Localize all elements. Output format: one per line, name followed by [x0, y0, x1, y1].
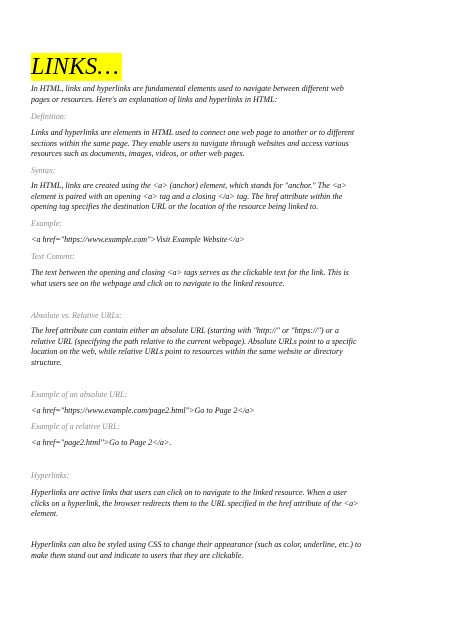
absolute-example-code: <a href="https://www.example.com/page2.html">Go to Page 2</a> [31, 406, 255, 415]
absolute-example-heading: Example of an absolute URL: [31, 390, 128, 399]
relative-example-heading: Example of a relative URL: [31, 422, 121, 431]
css-paragraph [31, 540, 441, 561]
intro-paragraph [31, 84, 441, 105]
css-line: make them stand out and indicate to users that they are clickable. [31, 550, 244, 560]
definition-paragraph [31, 128, 441, 160]
syntax-line: element is paired with an opening <a> tag and a closing </a> tag. The href attribute within the [31, 191, 343, 201]
absolute-relative-heading: Absolute vs. Relative URLs: [31, 311, 122, 320]
intro-line: In HTML, links and hyperlinks are fundamental elements used to navigate between different web [31, 84, 344, 93]
definition-line: sections within the same page. They enable users to navigate through websites and access various [31, 138, 349, 148]
absolute-relative-paragraph [31, 326, 441, 368]
css-line: Hyperlinks can also be styled using CSS to change their appearance (such as color, underline, etc.) to [31, 540, 362, 549]
hyperlinks-line: clicks on a hyperlink, the browser redirects them to the URL specified in the href attribute of the <a> [31, 498, 359, 508]
definition-line: resources such as documents, images, videos, or other web pages. [31, 149, 245, 159]
definition-heading: Definition: [31, 112, 67, 121]
syntax-paragraph [31, 181, 441, 213]
relative-example-code: <a href="page2.html">Go to Page 2</a>. [31, 438, 172, 447]
syntax-heading: Syntax: [31, 166, 56, 175]
title-container [31, 53, 122, 81]
hyperlinks-paragraph [31, 488, 441, 520]
hyperlinks-line: Hyperlinks are active links that users can click on to navigate to the linked resource. When a user [31, 488, 348, 497]
intro-line: pages or resources. Here's an explanation of links and hyperlinks in HTML: [31, 94, 278, 104]
text-content-line: what users see on the webpage and click on to navigate to the linked resource. [31, 278, 285, 288]
page-title: LINKS… [31, 53, 122, 81]
absolute-relative-line: The href attribute can contain either an absolute URL (starting with "http://" or "https://") or a [31, 326, 339, 335]
definition-line: Links and hyperlinks are elements in HTML used to connect one web page to another or to different [31, 128, 355, 137]
example-code: <a href="https://www.example.com">Visit Example Website</a> [31, 235, 245, 244]
text-content-paragraph [31, 268, 441, 289]
text-content-line: The text between the opening and closing <a> tags serves as the clickable text for the link. This is [31, 268, 349, 277]
absolute-relative-line: relative URL (specifying the path relative to the current webpage). Absolute URLs point to a specific [31, 336, 357, 346]
hyperlinks-heading: Hyperlinks: [31, 471, 70, 480]
absolute-relative-line: location on the web, while relative URLs point to resources within the same website or directory [31, 347, 343, 357]
absolute-relative-line: structure. [31, 357, 62, 367]
text-content-heading: Text Content: [31, 252, 75, 261]
hyperlinks-line: element. [31, 509, 59, 519]
syntax-line: In HTML, links are created using the <a> (anchor) element, which stands for "anchor." The <a> [31, 181, 347, 190]
syntax-line: opening tag specifies the destination URL or the location of the resource being linked to. [31, 202, 319, 212]
example-heading: Example: [31, 219, 63, 228]
